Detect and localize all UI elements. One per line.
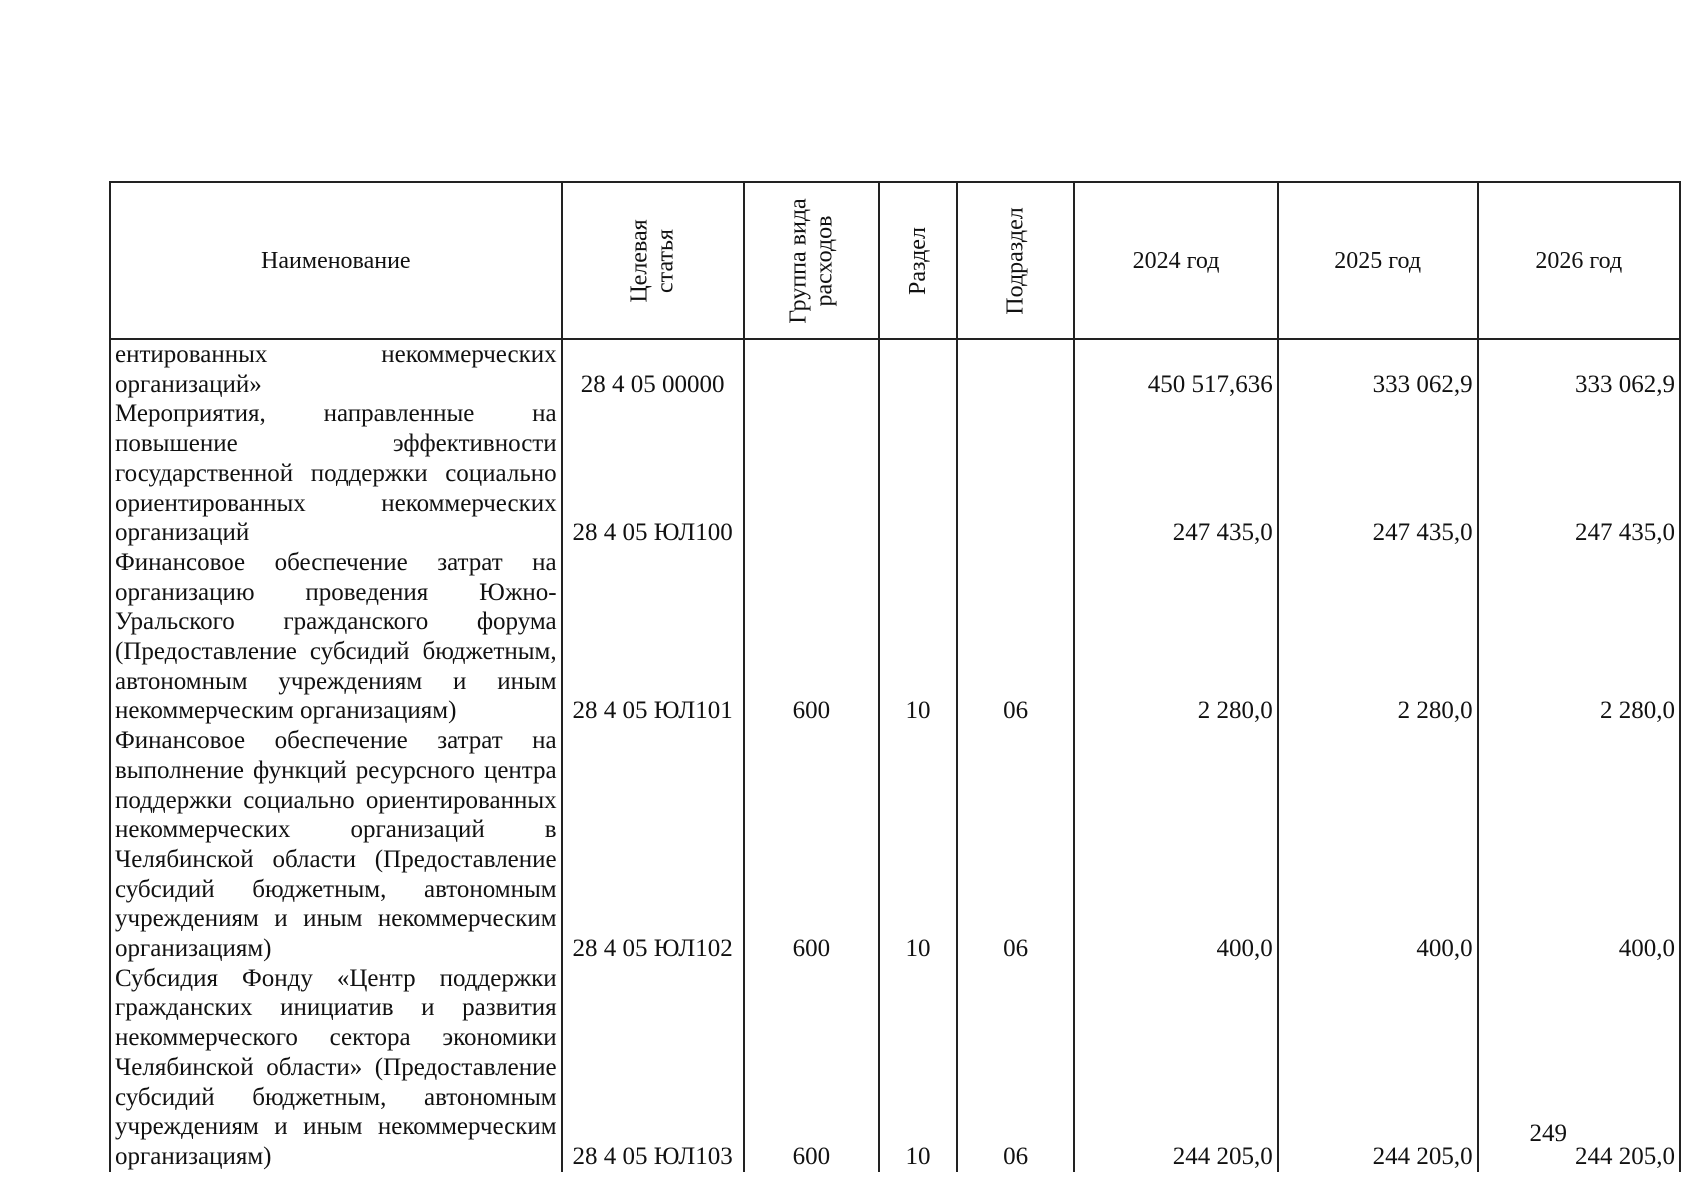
header-expense-group: Группа вида расходов [744, 182, 879, 339]
row-value-2026: 244 205,0 [1478, 964, 1680, 1172]
row-name: Финансовое обеспечение затрат на выполнение функций ресурсного центра поддержки социально ориентированных некоммерческих организаций в Челябинской области (Предоставление субсидий бюджетным, автономным учреждениям и иным некоммерческим организациям) [110, 726, 562, 964]
row-expense-group [744, 399, 879, 548]
row-value-2025: 244 205,0 [1278, 964, 1478, 1172]
row-section [879, 399, 957, 548]
header-2026: 2026 год [1478, 182, 1680, 339]
table-header-row [110, 182, 1680, 339]
table-row [110, 964, 1680, 1172]
row-value-2025: 2 280,0 [1278, 548, 1478, 726]
row-target-article: 28 4 05 ЮЛ102 [562, 726, 744, 964]
row-subsection [957, 399, 1074, 548]
row-expense-group: 600 [744, 548, 879, 726]
row-value-2026: 2 280,0 [1478, 548, 1680, 726]
row-value-2024: 244 205,0 [1074, 964, 1277, 1172]
row-target-article: 28 4 05 ЮЛ101 [562, 548, 744, 726]
row-subsection: 06 [957, 964, 1074, 1172]
row-name: Субсидия Фонду «Центр поддержки гражданских инициатив и развития некоммерческого сектора экономики Челябинской области» (Предоставление субсидий бюджетным, автономным учреждениям и иным некоммерческим организациям) [110, 964, 562, 1172]
row-section: 10 [879, 726, 957, 964]
row-value-2024: 2 280,0 [1074, 548, 1277, 726]
row-value-2026: 247 435,0 [1478, 399, 1680, 548]
row-value-2026: 400,0 [1478, 726, 1680, 964]
budget-table [109, 181, 1681, 1172]
row-value-2025: 400,0 [1278, 726, 1478, 964]
row-value-2025: 247 435,0 [1278, 399, 1478, 548]
table-row [110, 399, 1680, 548]
row-target-article: 28 4 05 ЮЛ100 [562, 399, 744, 548]
page-number: 249 [1529, 1120, 1567, 1147]
row-subsection: 06 [957, 548, 1074, 726]
row-name: ентированных некоммерческих организаций» [110, 339, 562, 399]
row-name: Финансовое обеспечение затрат на организацию проведения Южно-Уральского гражданского форума (Предоставление субсидий бюджетным, автономным учреждениям и иным некоммерческим организациям) [110, 548, 562, 726]
table-row [110, 339, 1680, 399]
header-2025: 2025 год [1278, 182, 1478, 339]
header-target-article: Целевая статья [562, 182, 744, 339]
row-expense-group [744, 339, 879, 399]
row-value-2025: 333 062,9 [1278, 339, 1478, 399]
row-value-2024: 247 435,0 [1074, 399, 1277, 548]
row-name: Мероприятия, направленные на повышение эффективности государственной поддержки социально ориентированных некоммерческих организаций [110, 399, 562, 548]
row-value-2024: 450 517,636 [1074, 339, 1277, 399]
row-value-2024: 400,0 [1074, 726, 1277, 964]
row-expense-group: 600 [744, 964, 879, 1172]
header-subsection: Подраздел [957, 182, 1074, 339]
header-section: Раздел [879, 182, 957, 339]
row-subsection: 06 [957, 726, 1074, 964]
header-name: Наименование [110, 182, 562, 339]
row-section: 10 [879, 548, 957, 726]
row-target-article: 28 4 05 ЮЛ103 [562, 964, 744, 1172]
row-section: 10 [879, 964, 957, 1172]
table-row [110, 726, 1680, 964]
table-row [110, 548, 1680, 726]
row-section [879, 339, 957, 399]
row-target-article: 28 4 05 00000 [562, 339, 744, 399]
header-2024: 2024 год [1074, 182, 1277, 339]
row-expense-group: 600 [744, 726, 879, 964]
row-subsection [957, 339, 1074, 399]
row-value-2026: 333 062,9 [1478, 339, 1680, 399]
